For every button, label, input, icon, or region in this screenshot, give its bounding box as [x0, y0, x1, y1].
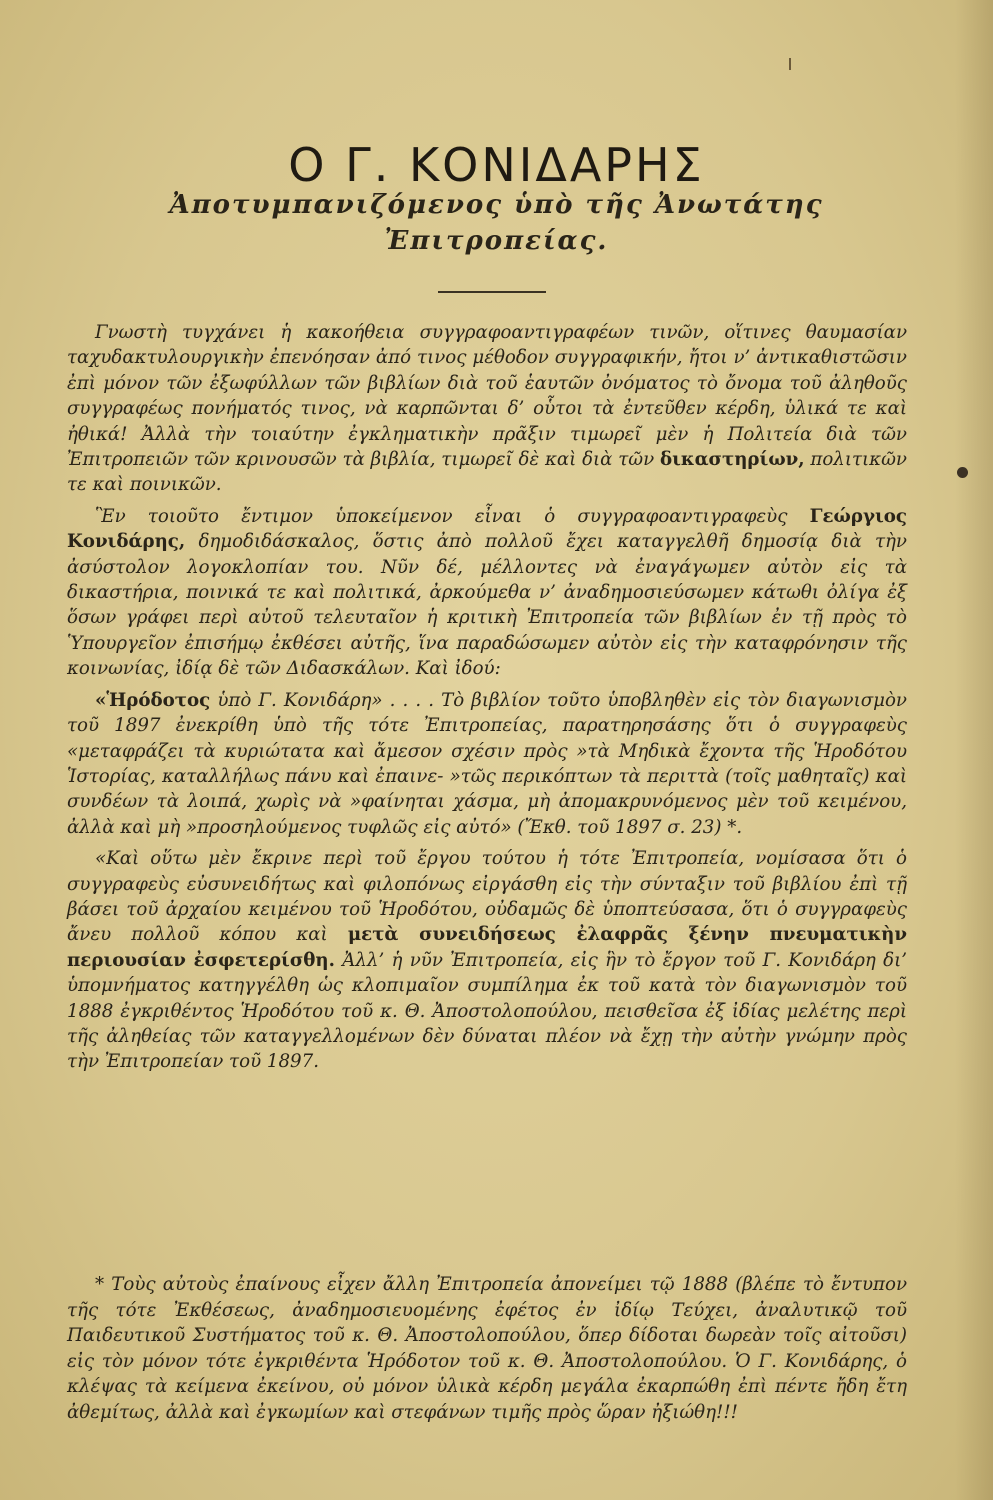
page-title: Ο Γ. ΚΟΝΙΔΑΡΗΣ	[288, 138, 705, 192]
paragraph-1-end: πολιτικῶν τε καὶ ποινικῶν.	[67, 449, 907, 496]
paragraph-3-end: ὑπὸ Γ. Κονιδάρη» . . . . Τὸ βιβλίον τοῦτο ὑποβληθὲν εἰς τὸν διαγωνισμὸν τοῦ 1897 ἐνεκρίθη ὑπὸ τῆς τότε Ἐπιτροπείας, παρατηρησάσης ὅτι ὁ συγγραφεὺς «μεταφράζει τὰ κυριώτατα καὶ ἄμεσον σχέσιν πρὸς »τὰ Μηδικὰ ἔχοντα τῆς Ἡροδότου Ἱστορίας, καταλλήλως πάνυ καὶ ἐπαινε- »τῶς περικόπτων τὰ περιττὰ (τοῖς μαθηταῖς) καὶ συνδέων τὰ λοιπά, χωρὶς νὰ »φαίνηται χάσμα, μὴ ἀπομακρυνόμενος μὲν τοῦ κειμένου, ἀλλὰ καὶ μὴ »προσηλούμενος τυφλῶς εἰς αὐτό» (Ἔκθ. τοῦ 1897 σ. 23) *.	[67, 689, 907, 838]
paragraph-3-bold: «Ἡρόδοτος	[95, 689, 211, 711]
paragraph-1-text: Γνωστὴ τυγχάνει ἡ κακοήθεια συγγραφοαντιγραφέων τινῶν, οἵτινες θαυμασίαν ταχυδακτυλουργικὴν ἐπενόησαν ἀπό τινος μέθοδον συγγραφικήν, ἤτοι ν’ ἀντικαθιστῶσιν ἐπὶ μόνον τῶν ἐξωφύλλων τῶν βιβλίων διὰ τοῦ ἑαυτῶν ὀνόματος τὸ ὄνομα τοῦ ἀληθοῦς συγγραφέως πονήματός τινος, νὰ καρπῶνται δ’ οὗτοι τὰ ἐντεῦθεν κέρδη, ὑλικά τε καὶ ἠθικά! Ἀλλὰ τὴν τοιαύτην ἐγκληματικὴν πρᾶξιν τιμωρεῖ μὲν ἡ Πολιτεία διὰ τῶν Ἐπιτροπειῶν τῶν κρινουσῶν τὰ βιβλία, τιμωρεῖ δὲ καὶ διὰ τῶν	[67, 322, 907, 471]
paragraph-1	[67, 320, 907, 498]
paragraph-2-end: δημοδιδάσκαλος, ὅστις ἀπὸ πολλοῦ ἔχει καταγγελθῆ δημοσίᾳ διὰ τὴν ἀσύστολον λογοκλοπίαν του. Νῦν δέ, μέλλοντες νὰ ἐναγάγωμεν αὐτὸν εἰς τὰ δικαστήρια, ποινικά τε καὶ πολιτικά, ἀρκούμεθα ν’ ἀναδημοσιεύσωμεν κάτωθι ὀλίγα ἐξ ὅσων γράφει περὶ αὐτοῦ τελευταῖον ἡ κριτικὴ Ἐπιτροπεία τῶν βιβλίων ἐν τῇ πρὸς τὸ Ὑπουργεῖον ἐπισήμῳ ἐκθέσει αὐτῆς, ἵνα παραδώσωμεν αὐτὸν εἰς τὴν καταφρόνησιν τῆς κοινωνίας, ἰδίᾳ δὲ τῶν Διδασκάλων. Καὶ ἰδού:	[67, 531, 907, 680]
article-body	[67, 320, 907, 1081]
paragraph-4-start: «Καὶ οὕτω μὲν ἔκρινε περὶ τοῦ ἔργου τούτου ἡ τότε Ἐπιτροπεία, νομίσασα ὅτι ὁ συγγραφεὺς εὐσυνειδήτως καὶ φιλοπόνως εἰργάσθη εἰς τὴν σύνταξιν τοῦ βιβλίου ἐπὶ τῇ βάσει τοῦ ἀρχαίου κειμένου τοῦ Ἡροδότου, οὐδαμῶς δὲ ὑποπτεύσασα, ὅτι ὁ συγγραφεὺς ἄνευ πολλοῦ κόπου καὶ	[67, 848, 907, 946]
paragraph-4	[67, 846, 907, 1075]
paragraph-2-bold: Γεώργιος Κονιδάρης,	[67, 505, 907, 553]
paragraph-4-bold: μετὰ συνειδήσεως ἐλαφρᾶς ξένην πνευματικὴν περιουσίαν ἐσφετερίσθη.	[67, 924, 908, 971]
paragraph-3	[67, 688, 907, 840]
binding-hole-icon	[957, 467, 968, 478]
footnote-text: * Τοὺς αὐτοὺς ἐπαίνους εἶχεν ἄλλη Ἐπιτροπεία ἀπονείμει τῷ 1888 (βλέπε τὸ ἔντυπον τῆς τότε Ἐκθέσεως, ἀναδημοσιευομένης ἐφέτος ἐν ἰδίῳ Τεύχει, ἀναλυτικῷ τοῦ Παιδευτικοῦ Συστήματος τοῦ κ. Θ. Ἀποστολοπούλου, ὅπερ δίδοται δωρεὰν τοῖς αἰτοῦσι) εἰς τὸν μόνον τότε ἐγκριθέντα Ἡρόδοτον τοῦ κ. Θ. Ἀποστολοπούλου. Ὁ Γ. Κονιδάρης, ὁ κλέψας τὰ κείμενα ἐκείνου, οὐ μόνον ὑλικὰ κέρδη μεγάλα ἐκαρπώθη ἐπὶ πέντε ἤδη ἔτη ἀθεμίτως, ἀλλὰ καὶ ἐγκωμίων καὶ στεφάνων τιμῆς πρὸς ὥραν ἠξιώθη!!!	[67, 1274, 907, 1423]
paragraph-4-end: Ἀλλ’ ἡ νῦν Ἐπιτροπεία, εἰς ἣν τὸ ἔργον τοῦ Γ. Κονιδάρη δι’ ὑπομνήματος κατηγγέλθη ὡς κλοπιμαῖον συμπίλημα ἐκ τοῦ κατὰ τὸν διαγωνισμὸν τοῦ 1888 ἐγκριθέντος Ἡροδότου τοῦ κ. Θ. Ἀποστολοπούλου, πεισθεῖσα ἐξ ἰδίας μελέτης περὶ τῆς ἀληθείας τῶν καταγγελλομένων δὲν δύναται πλέον νὰ ἔχῃ τὴν αὐτὴν γνώμην πρὸς τὴν Ἐπιτροπείαν τοῦ 1897.	[67, 949, 907, 1073]
subtitle-line-1: Ἀποτυμπανιζόμενος ὑπὸ τῆς Ἀνωτάτης	[169, 190, 824, 220]
paragraph-1-bold: δικαστηρίων,	[660, 449, 805, 471]
ink-mark	[789, 58, 791, 70]
paragraph-2	[67, 504, 907, 682]
paragraph-2-start: Ἓν τοιοῦτο ἔντιμον ὑποκείμενον εἶναι ὁ συγγραφοαντιγραφεὺς	[95, 505, 788, 527]
subtitle-line-2: Ἐπιτροπείας.	[384, 226, 609, 256]
footnote	[67, 1272, 907, 1426]
title-divider	[438, 291, 546, 293]
